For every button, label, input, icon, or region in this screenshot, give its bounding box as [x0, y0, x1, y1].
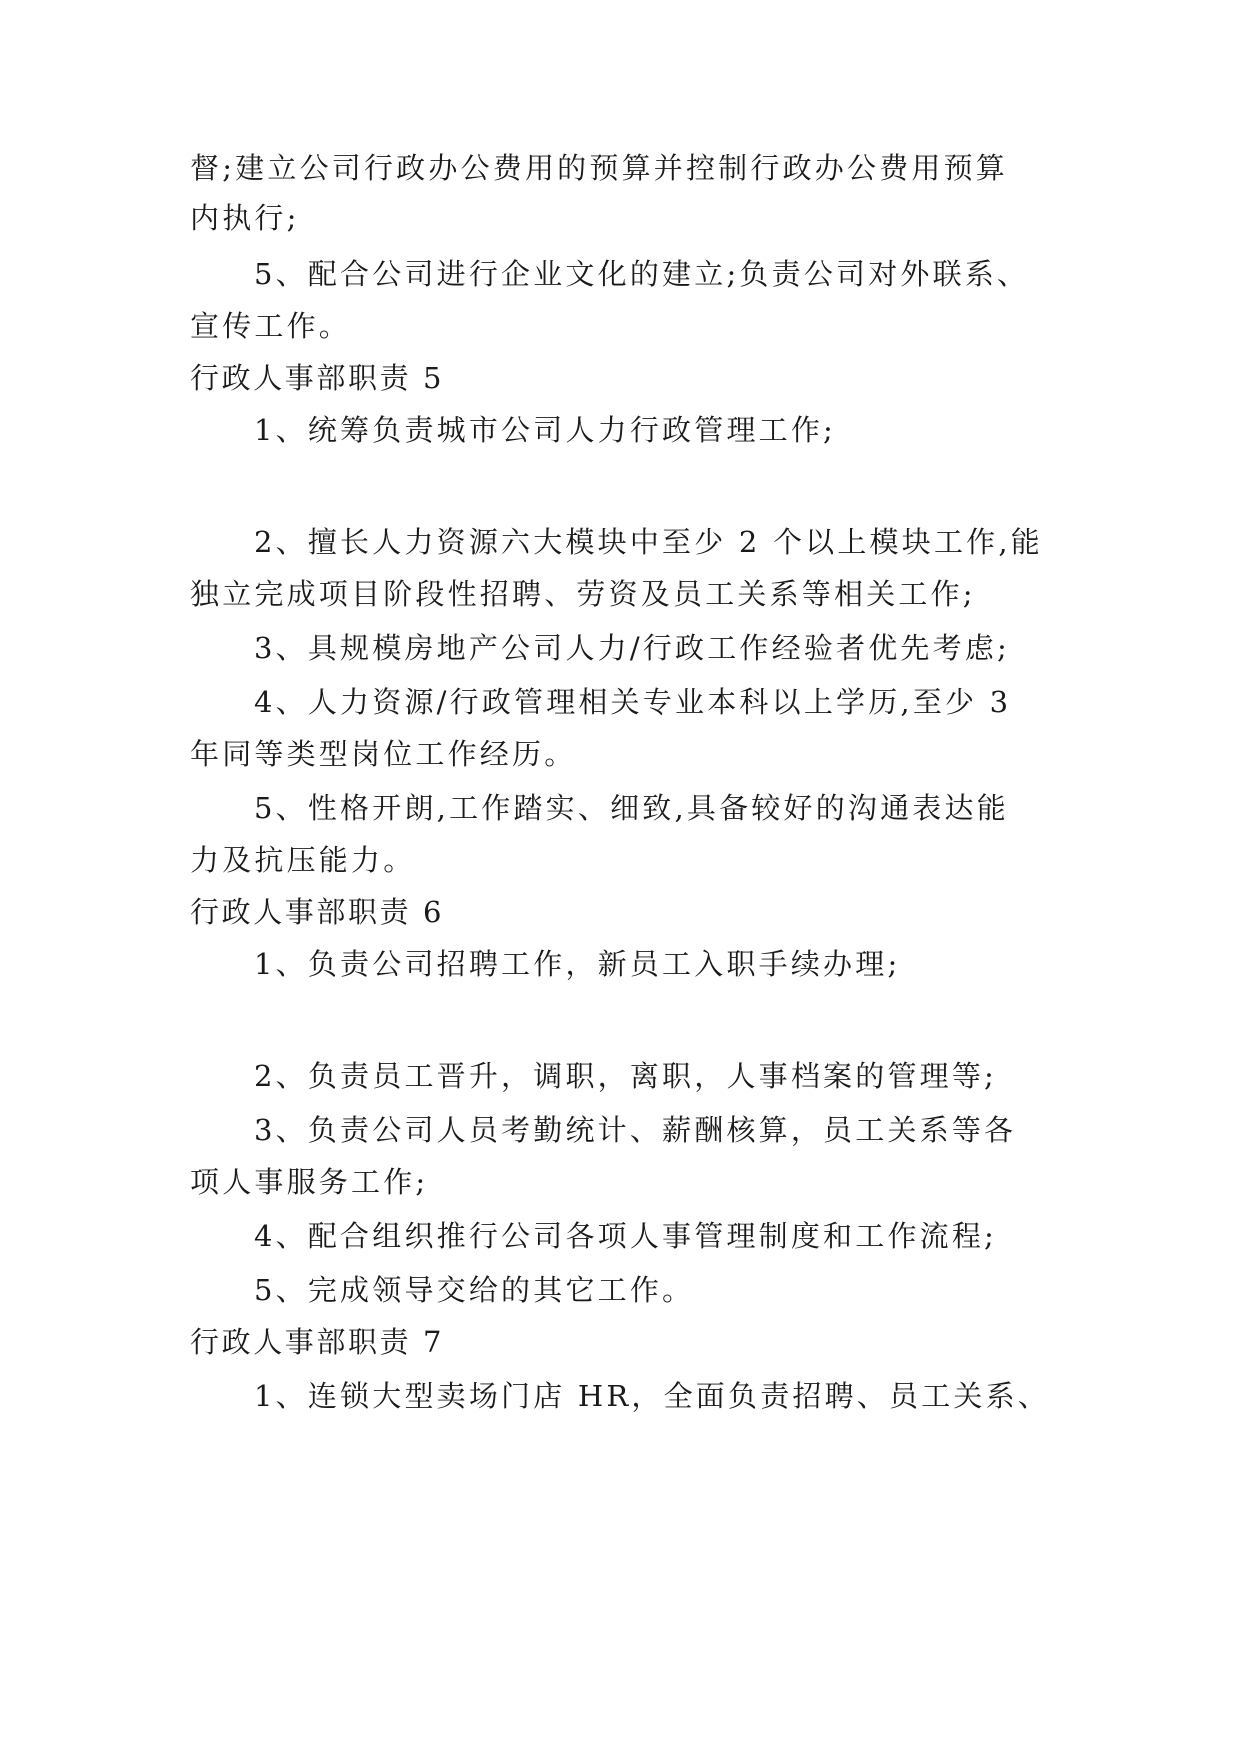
text-line: 内执行;: [190, 201, 300, 235]
text-line: 独立完成项目阶段性招聘、劳资及员工关系等相关工作;: [190, 577, 976, 611]
list-item: 4、配合组织推行公司各项人事管理制度和工作流程;: [254, 1219, 998, 1253]
section-heading: 行政人事部职责 6: [190, 895, 445, 929]
text-line: 年同等类型岗位工作经历。: [190, 737, 577, 771]
list-item: 1、连锁大型卖场门店 HR，全面负责招聘、员工关系、: [254, 1379, 1050, 1413]
list-item: 1、统筹负责城市公司人力行政管理工作;: [254, 413, 837, 447]
list-item: 3、具规模房地产公司人力/行政工作经验者优先考虑;: [254, 631, 1010, 665]
list-item: 2、擅长人力资源六大模块中至少 2 个以上模块工作,能: [254, 525, 1043, 559]
list-item: 1、负责公司招聘工作，新员工入职手续办理;: [254, 947, 901, 981]
text-line: 项人事服务工作;: [190, 1165, 429, 1199]
text-line: 力及抗压能力。: [190, 843, 416, 877]
text-line: 宣传工作。: [190, 309, 352, 343]
text-line: 督;建立公司行政办公费用的预算并控制行政办公费用预算: [190, 151, 1008, 185]
list-item: 5、配合公司进行企业文化的建立;负责公司对外联系、: [254, 257, 1030, 291]
list-item: 5、性格开朗,工作踏实、细致,具备较好的沟通表达能: [254, 791, 1009, 825]
list-item: 3、负责公司人员考勤统计、薪酬核算，员工关系等各: [254, 1113, 1017, 1147]
list-item: 5、完成领导交给的其它工作。: [254, 1273, 695, 1307]
section-heading: 行政人事部职责 5: [190, 361, 445, 395]
list-item: 2、负责员工晋升，调职，离职，人事档案的管理等;: [254, 1059, 998, 1093]
section-heading: 行政人事部职责 7: [190, 1325, 445, 1359]
list-item: 4、人力资源/行政管理相关专业本科以上学历,至少 3: [254, 685, 1012, 719]
